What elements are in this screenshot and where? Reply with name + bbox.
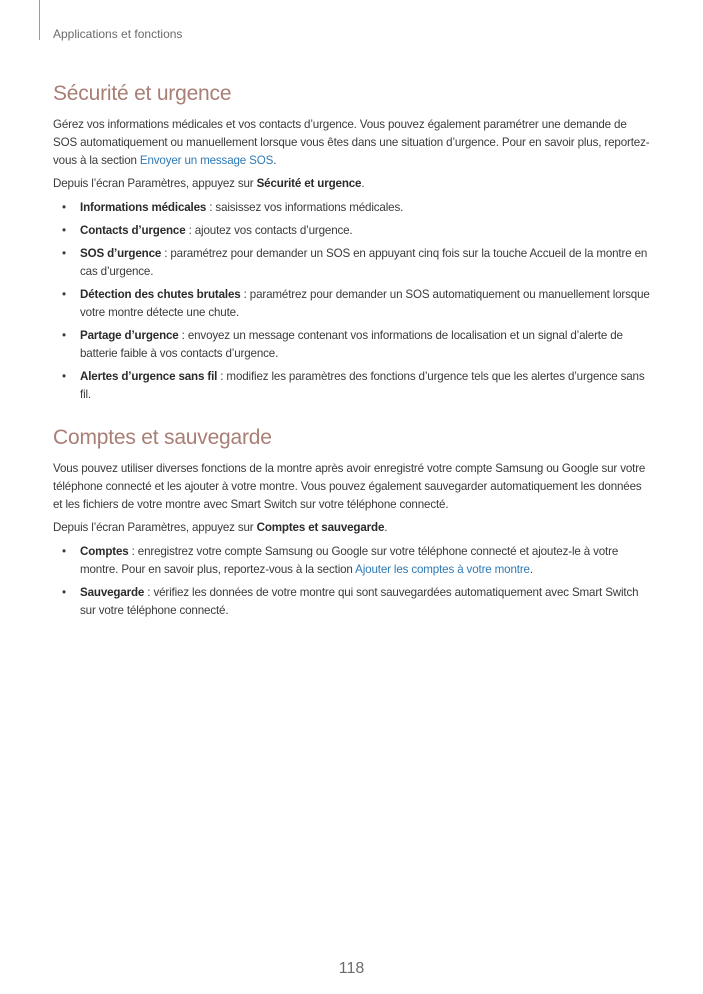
page-content	[53, 80, 653, 625]
security-path-end: .	[361, 177, 365, 190]
list-item-description: : enregistrez votre compte Samsung ou Google sur votre téléphone connecté et ajoutez-le à votre montre. Pour en savoir plus, reportez-vous à la section	[80, 545, 619, 576]
list-item-term: Partage d’urgence	[80, 329, 179, 342]
list-item	[53, 543, 653, 579]
list-item-description: : envoyez un message contenant vos informations de localisation et un signal d’alerte de batterie faible à vos contacts d’urgence.	[80, 329, 623, 360]
bullet-icon: •	[62, 247, 66, 260]
list-item-description: : paramétrez pour demander un SOS en appuyant cinq fois sur la touche Accueil de la montre en cas d’urgence.	[80, 247, 648, 278]
list-item-description: : vérifiez les données de votre montre qui sont sauvegardées automatiquement avec Smart Switch sur votre téléphone connecté.	[80, 586, 639, 617]
security-intro-paragraph	[53, 116, 653, 170]
accounts-options-list	[53, 543, 653, 620]
link-add-accounts-to-watch[interactable]: Ajouter les comptes à votre montre	[355, 563, 530, 576]
security-path-prefix: Depuis l’écran Paramètres, appuyez sur	[53, 177, 257, 190]
list-item	[53, 286, 653, 322]
list-item-term: SOS d’urgence	[80, 247, 162, 260]
section-accounts-backup	[53, 424, 653, 620]
list-item-description: : ajoutez vos contacts d’urgence.	[185, 224, 353, 237]
header-divider	[39, 0, 40, 40]
bullet-icon: •	[62, 545, 66, 558]
security-path-bold: Sécurité et urgence	[256, 177, 362, 190]
list-item-end: .	[529, 563, 533, 576]
security-intro-end: .	[273, 154, 277, 167]
bullet-icon: •	[62, 329, 66, 342]
list-item	[53, 327, 653, 363]
bullet-icon: •	[62, 288, 66, 301]
list-item	[53, 199, 653, 217]
accounts-intro-paragraph: Vous pouvez utiliser diverses fonctions de la montre après avoir enregistré votre compte Samsung ou Google sur votre téléphone connecté et les ajouter à votre montre. Vous pouvez également sauvegarder automatiquement les données et les fichiers de votre montre avec Smart Switch sur votre téléphone connecté.	[53, 462, 646, 511]
section-security-emergency	[53, 80, 653, 404]
list-item-term: Sauvegarde	[80, 586, 145, 599]
list-item-term: Alertes d’urgence sans fil	[80, 370, 218, 383]
list-item-description: : paramétrez pour demander un SOS automatiquement ou manuellement lorsque votre montre détecte une chute.	[80, 288, 650, 319]
bullet-icon: •	[62, 201, 66, 214]
list-item	[53, 584, 653, 620]
page-number: 118	[338, 960, 365, 977]
security-options-list	[53, 199, 653, 404]
list-item	[53, 245, 653, 281]
running-header: Applications et fonctions	[53, 27, 183, 41]
section-title-accounts: Comptes et sauvegarde	[53, 426, 272, 449]
list-item	[53, 222, 653, 240]
list-item-term: Contacts d’urgence	[80, 224, 186, 237]
list-item-term: Détection des chutes brutales	[80, 288, 241, 301]
list-item-description: : saisissez vos informations médicales.	[206, 201, 404, 214]
bullet-icon: •	[62, 370, 66, 383]
section-title-security: Sécurité et urgence	[53, 82, 232, 105]
bullet-icon: •	[62, 224, 66, 237]
accounts-path-prefix: Depuis l’écran Paramètres, appuyez sur	[53, 521, 257, 534]
accounts-path-end: .	[384, 521, 388, 534]
list-item-term: Informations médicales	[80, 201, 207, 214]
bullet-icon: •	[62, 586, 66, 599]
list-item-term: Comptes	[80, 545, 129, 558]
list-item-description: : modifiez les paramètres des fonctions d’urgence tels que les alertes d’urgence sans fil.	[80, 370, 645, 401]
accounts-settings-path	[53, 519, 653, 537]
security-intro-text: Gérez vos informations médicales et vos contacts d’urgence. Vous pouvez également paramétrer une demande de SOS automatiquement ou manuellement lorsque vous êtes dans une situation d’urgence. Pour en savoir plus, reportez-vous à la section	[53, 118, 650, 167]
list-item	[53, 368, 653, 404]
security-settings-path	[53, 175, 653, 193]
accounts-path-bold: Comptes et sauvegarde	[256, 521, 385, 534]
link-send-sos-message[interactable]: Envoyer un message SOS	[139, 154, 274, 167]
